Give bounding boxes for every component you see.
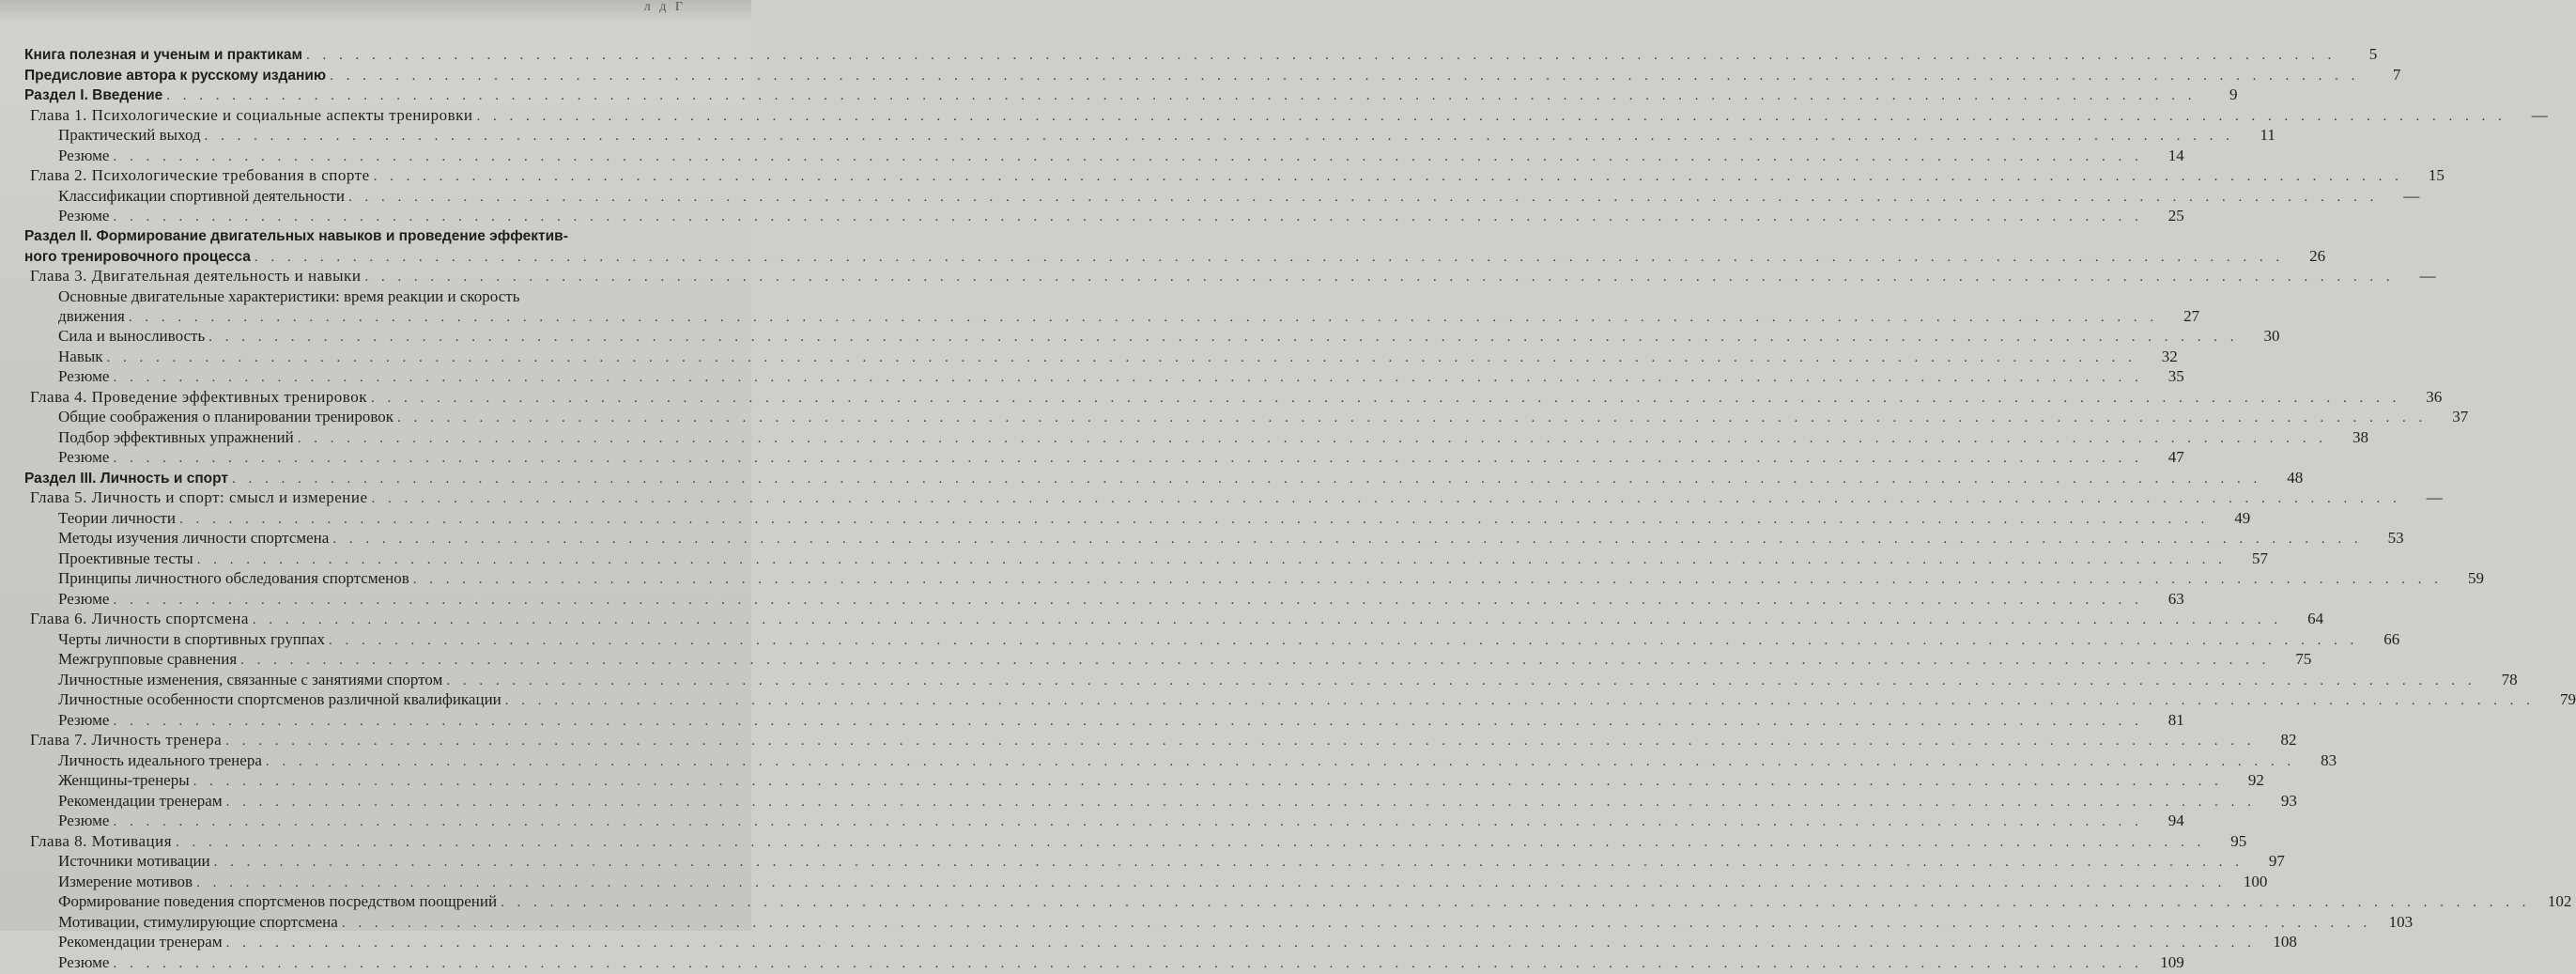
toc-entry-title: Практический выход [58,125,205,146]
toc-entry-title: Раздел III. Личность и спорт [24,469,232,489]
toc-entry-title: Теории личности [58,508,179,529]
leader-dots [306,46,2336,67]
toc-entry-item [24,447,731,468]
toc-entry-title: Рекомендации тренерам [58,932,226,952]
toc-entry-chapter [24,831,731,852]
toc-entry-line: Основные двигательные характеристики: время реакции и скорость [24,286,731,306]
toc-entry-title: Общие соображения о планировании тренировок [58,407,397,427]
toc-entry-title: Личность идеального тренера [58,750,266,771]
toc-page-number: 25 [2143,206,2184,226]
toc-page-number: 49 [2209,508,2250,529]
toc-entry-title: Черты личности в спортивных группах [58,629,329,650]
toc-page-number: 103 [2371,912,2413,933]
toc-page-number: 27 [2158,306,2199,327]
leader-dots [348,188,2378,209]
book-page [0,0,751,931]
toc-page-number: 38 [2327,427,2368,448]
toc-entry-item [24,670,731,690]
toc-entry-section [24,65,731,85]
leader-dots [397,409,2427,429]
leader-dots [225,732,2255,752]
toc-page-number: 79 [2535,689,2576,710]
toc-page-number: 48 [2261,468,2303,488]
toc-entry-item [24,629,731,650]
toc-page-number: 47 [2143,447,2184,468]
toc-page-number: 15 [2403,165,2445,186]
page-top-edge [0,0,751,21]
leader-dots [253,611,2282,631]
toc-entry-title: Предисловие автора к русскому изданию [24,66,330,86]
toc-entry-title: Источники мотивации [58,851,214,872]
toc-page-number: — [2401,487,2443,508]
toc-entry-title: Глава 2. Психологические требования в спорте [30,165,374,186]
leader-dots [226,793,2256,813]
toc-page-number: 92 [2223,770,2264,791]
leader-dots [476,107,2506,128]
toc-entry-chapter [24,387,731,408]
toc-entry-title: Принципы личностного обследования спортсменов [58,568,413,589]
toc-entry-item [24,710,731,731]
toc-entry-item [24,791,731,812]
toc-page-number: 93 [2256,791,2297,812]
toc-page-number: 30 [2238,326,2279,347]
toc-entry-item [24,186,731,207]
leader-dots [129,308,2158,329]
leader-dots [501,893,2530,914]
leader-dots [193,772,2223,793]
toc-entry-title: Глава 5. Личность и спорт: смысл и измерение [30,487,372,508]
toc-entry-item [24,851,731,872]
leader-dots [374,167,2403,188]
toc-entry-section [24,246,731,267]
toc-page-number: 81 [2143,710,2184,731]
toc-page-number: 83 [2295,750,2337,771]
toc-entry-title: Резюме [58,811,113,831]
leader-dots [113,712,2142,733]
leader-dots [113,591,2142,611]
toc-page-number: — [2507,105,2548,126]
toc-entry-title: движения [58,306,129,327]
toc-entry-item [24,347,731,367]
toc-entry-item [24,206,731,226]
toc-page-number: 64 [2282,609,2323,629]
leader-dots [329,631,2358,652]
toc-entry-item [24,770,731,791]
toc-entry-item [24,549,731,569]
toc-page-number: 35 [2143,366,2184,387]
toc-entry-item [24,952,731,973]
leader-dots [196,874,2226,894]
toc-entry-title: Женщины-тренеры [58,770,193,791]
toc-page-number: 9 [2197,85,2238,105]
leader-dots [166,86,2196,107]
toc-page-number: 66 [2358,629,2399,650]
toc-entry-item [24,568,731,589]
toc-entry-title: Классификации спортивной деятельности [58,186,348,207]
toc-entry-title: Глава 6. Личность спортсмена [30,609,253,629]
toc-entry-line: Раздел II. Формирование двигательных навыков и проведение эффектив- [24,226,731,246]
toc-page-number: 95 [2205,831,2246,852]
toc-page-number: 78 [2476,670,2518,690]
toc-page-number: 82 [2255,730,2296,750]
leader-dots [332,530,2362,550]
toc-entry-item [24,125,731,146]
toc-page-number: 26 [2284,246,2325,267]
leader-dots [179,510,2209,531]
leader-dots [364,268,2394,288]
toc-entry-title: Глава 8. Мотивация [30,831,176,852]
toc-entry-title: Личностные особенности спортсменов различной квалификации [58,689,505,710]
toc-entry-item [24,528,731,549]
leader-dots [330,67,2359,87]
leader-dots [205,127,2234,147]
toc-entry-title: Резюме [58,366,113,387]
toc-entry-item [24,407,731,427]
toc-page-number: — [2378,186,2419,207]
toc-page-number: 37 [2427,407,2468,427]
toc-entry-title: Резюме [58,952,113,973]
leader-dots [113,147,2142,168]
leader-dots [371,389,2400,410]
toc-entry-item [24,932,731,952]
toc-entry-title: Личностные изменения, связанные с занятиями спортом [58,670,446,690]
toc-entry-chapter [24,165,731,186]
toc-entry-item [24,872,731,892]
toc-entry-chapter [24,487,731,508]
toc-entry-title: Сила и выносливость [58,326,208,347]
toc-entry-title: Измерение мотивов [58,872,196,892]
toc-page-number: 97 [2244,851,2285,872]
table-of-contents [24,44,731,972]
toc-page-number: 100 [2226,872,2267,892]
toc-entry-item [24,589,731,610]
toc-entry-title: Резюме [58,589,113,610]
toc-entry-item [24,508,731,529]
toc-page-number: 102 [2530,891,2571,912]
header-fragment: л д Г [644,0,686,15]
toc-entry-item [24,811,731,831]
toc-page-number: 108 [2256,932,2297,952]
toc-entry-item [24,649,731,670]
leader-dots [255,248,2284,269]
toc-entry-title: Межгрупповые сравнения [58,649,240,670]
toc-entry-title: Резюме [58,710,113,731]
leader-dots [446,672,2476,692]
leader-dots [226,934,2256,954]
toc-entry-title: Глава 4. Проведение эффективных тренировок [30,387,371,408]
toc-entry-title: Мотивации, стимулирующие спортсмена [58,912,342,933]
leader-dots [113,449,2142,470]
toc-entry-title: Раздел I. Введение [24,85,166,106]
toc-entry-section [24,85,731,105]
toc-page-number: 109 [2143,952,2184,973]
leader-dots [342,914,2371,935]
toc-entry-chapter [24,105,731,126]
leader-dots [240,651,2270,672]
leader-dots [176,833,2205,854]
toc-page-number: 57 [2227,549,2268,569]
toc-page-number: 63 [2143,589,2184,610]
leader-dots [232,470,2261,490]
toc-entry-item [24,326,731,347]
leader-dots [298,429,2327,450]
toc-page-number: 32 [2136,347,2178,367]
toc-page-number: 53 [2363,528,2404,549]
leader-dots [505,691,2535,712]
toc-entry-chapter [24,730,731,750]
toc-entry-item [24,427,731,448]
toc-entry-chapter [24,266,731,286]
toc-page-number: 5 [2336,44,2377,65]
leader-dots [113,812,2142,833]
toc-entry-item [24,891,731,912]
leader-dots [372,489,2401,510]
toc-entry-item [24,146,731,166]
leader-dots [107,348,2136,369]
toc-entry-title: Резюме [58,447,113,468]
toc-entry-item [24,750,731,771]
toc-entry-title: Глава 7. Личность тренера [30,730,225,750]
toc-entry-title: Навык [58,347,107,367]
toc-entry-item [24,366,731,387]
toc-entry-title: Проективные тесты [58,549,197,569]
toc-entry-title: Подбор эффективных упражнений [58,427,298,448]
toc-entry-title: Формирование поведения спортсменов посредством поощрений [58,891,501,912]
toc-entry-section [24,44,731,65]
toc-page-number: 36 [2400,387,2442,408]
toc-entry-title: Глава 3. Двигательная деятельность и навыки [30,266,364,286]
leader-dots [113,208,2142,228]
toc-entry-title: Резюме [58,146,113,166]
toc-page-number: 59 [2443,568,2484,589]
toc-page-number: — [2395,266,2436,286]
toc-entry-title: Методы изучения личности спортсмена [58,528,332,549]
toc-page-number: 7 [2359,65,2400,85]
leader-dots [197,550,2227,571]
leader-dots [266,752,2295,773]
toc-page-number: 14 [2143,146,2184,166]
toc-page-number: 11 [2234,125,2275,146]
toc-entry-item [24,912,731,933]
leader-dots [113,954,2142,974]
toc-page-number: 94 [2143,811,2184,831]
toc-entry-item [24,689,731,710]
leader-dots [413,570,2443,591]
toc-entry-title: Глава 1. Психологические и социальные аспекты тренировки [30,105,476,126]
toc-entry-chapter [24,609,731,629]
leader-dots [208,328,2238,348]
toc-entry-section [24,468,731,488]
toc-page-number: 75 [2270,649,2311,670]
toc-entry-title: Книга полезная и ученым и практикам [24,45,306,66]
toc-entry-title: Резюме [58,206,113,226]
toc-entry-item [24,306,731,327]
leader-dots [113,368,2142,389]
leader-dots [214,853,2244,874]
toc-entry-title: Рекомендации тренерам [58,791,226,812]
toc-entry-title: ного тренировочного процесса [24,247,255,268]
